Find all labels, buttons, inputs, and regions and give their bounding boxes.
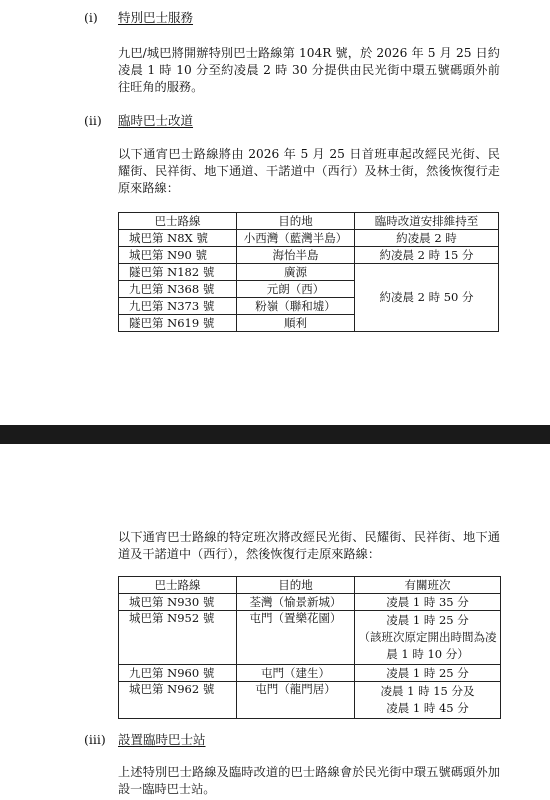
page-separator-bar [0, 425, 550, 444]
section-ii-paragraph: 以下通宵巴士路線將由 2026 年 5 月 25 日首班車起改經民光街、民耀街、民祥街、地下通道、干諾道中（西行）及林士街，然後恢復行走原來路線： [118, 147, 500, 195]
diversion-table [118, 212, 499, 332]
trip-time: 凌晨 1 時 15 分及 [380, 684, 475, 698]
column-header-route: 巴士路線 [119, 577, 237, 594]
section-iii-number: (iii) [84, 732, 106, 747]
destination-cell: 順利 [237, 315, 355, 332]
document-page-bottom [0, 444, 550, 800]
section-iii-title: 設置臨時巴士站 [118, 732, 206, 747]
destination-cell: 廣源 [237, 264, 355, 281]
route-cell: 城巴第 N8X 號 [119, 230, 237, 247]
destination-cell: 元朗（西） [237, 281, 355, 298]
route-cell: 城巴第 N952 號 [119, 611, 237, 665]
table-row [119, 594, 501, 611]
destination-cell: 屯門（建生） [237, 665, 355, 682]
route-cell: 九巴第 N960 號 [119, 665, 237, 682]
trip-time-cell: 凌晨 1 時 35 分 [355, 594, 501, 611]
trip-time: 凌晨 1 時 25 分 [386, 613, 469, 627]
specific-trips-table [118, 576, 501, 719]
table-row [119, 264, 499, 281]
table-row [119, 682, 501, 719]
trip-time-2: 凌晨 1 時 45 分 [386, 701, 469, 715]
until-cell: 約凌晨 2 時 [355, 230, 499, 247]
section-ii-paragraph-2: 以下通宵巴士路線的特定班次將改經民光街、民耀街、民祥街、地下通道及干諾道中（西行），然後恢復行走原來路線： [118, 530, 500, 561]
route-cell: 隧巴第 N619 號 [119, 315, 237, 332]
destination-cell: 小西灣（藍灣半島） [237, 230, 355, 247]
trip-time-cell: 凌晨 1 時 25 分 [355, 665, 501, 682]
table-header-row [119, 213, 499, 230]
column-header-destination: 目的地 [237, 213, 355, 230]
destination-cell: 海怡半島 [237, 247, 355, 264]
table-row [119, 230, 499, 247]
table-row [119, 611, 501, 665]
section-ii-number: (ii) [84, 113, 102, 128]
table-row [119, 247, 499, 264]
route-cell: 城巴第 N90 號 [119, 247, 237, 264]
route-cell: 九巴第 N368 號 [119, 281, 237, 298]
table-header-row [119, 577, 501, 594]
destination-cell: 屯門（龍門居） [237, 682, 355, 719]
trip-time-cell [355, 611, 501, 665]
destination-cell: 屯門（置樂花園） [237, 611, 355, 665]
route-cell: 九巴第 N373 號 [119, 298, 237, 315]
merged-until-cell: 約凌晨 2 時 50 分 [355, 264, 499, 332]
table-row [119, 665, 501, 682]
destination-cell: 粉嶺（聯和墟） [237, 298, 355, 315]
column-header-route: 巴士路線 [119, 213, 237, 230]
route-cell: 隧巴第 N182 號 [119, 264, 237, 281]
section-i-title: 特別巴士服務 [118, 10, 194, 25]
section-i-number: (i) [84, 10, 98, 25]
column-header-until: 臨時改道安排維持至 [355, 213, 499, 230]
destination-cell: 荃灣（愉景新城） [237, 594, 355, 611]
section-ii-title: 臨時巴士改道 [118, 113, 194, 128]
route-cell: 城巴第 N930 號 [119, 594, 237, 611]
until-cell: 約凌晨 2 時 15 分 [355, 247, 499, 264]
section-i-paragraph: 九巴/城巴將開辦特別巴士路線第 104R 號，於 2026 年 5 月 25 日約凌晨 1 時 10 分至約凌晨 2 時 30 分提供由民光街中環五號碼頭外前往旺角的服務。 [118, 46, 500, 94]
route-cell: 城巴第 N962 號 [119, 682, 237, 719]
column-header-destination: 目的地 [237, 577, 355, 594]
column-header-trip: 有關班次 [355, 577, 501, 594]
trip-note: （該班次原定開出時間為凌晨 1 時 10 分） [358, 630, 497, 661]
trip-time-cell [355, 682, 501, 719]
section-iii-paragraph: 上述特別巴士路線及臨時改道的巴士路線會於民光街中環五號碼頭外加設一臨時巴士站。 [118, 765, 500, 796]
